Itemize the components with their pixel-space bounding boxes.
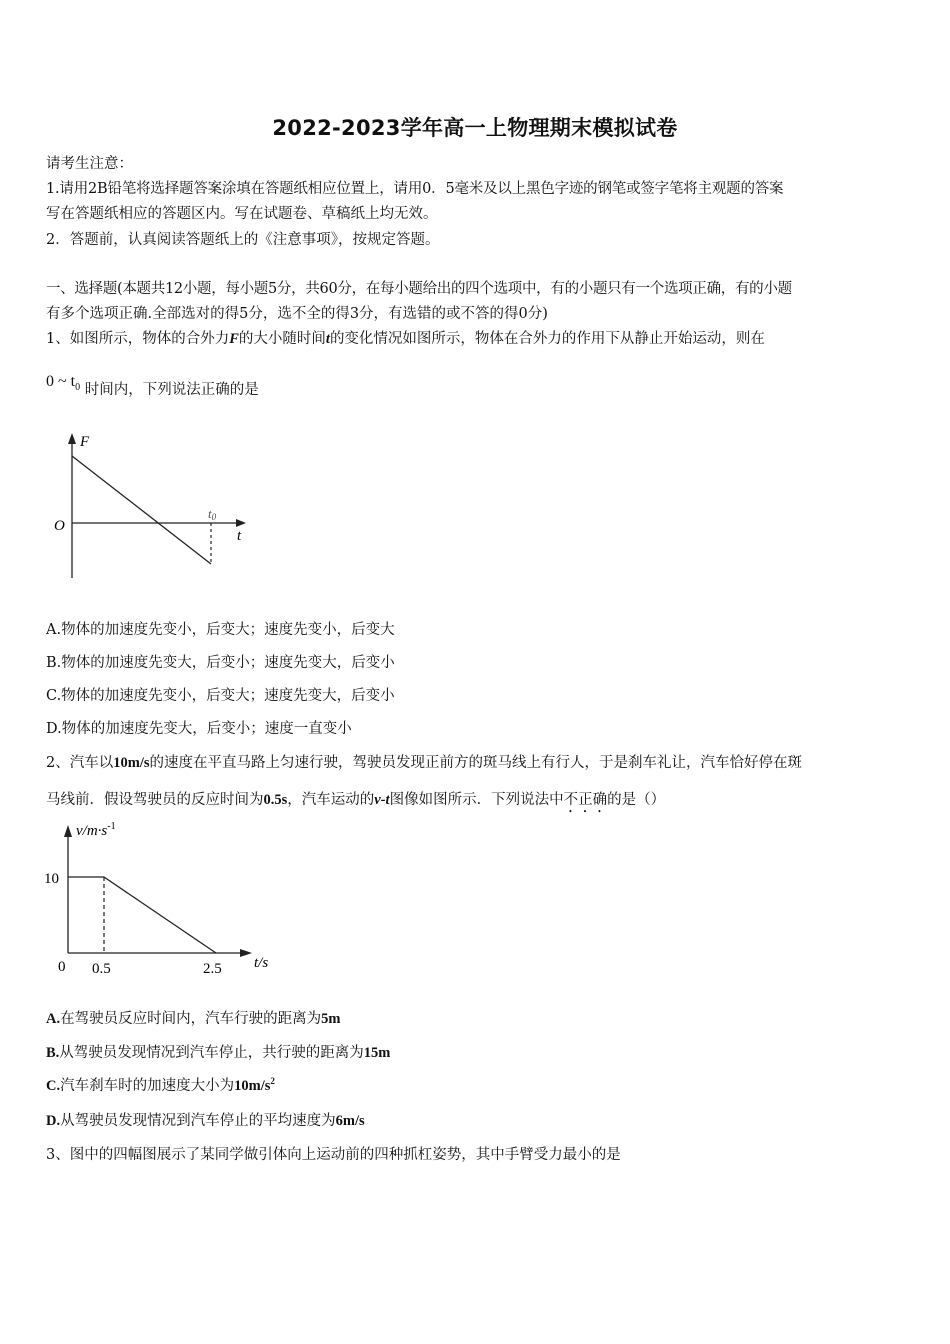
q2-option-d[interactable] <box>46 1109 365 1130</box>
q2-text-2c: ，汽车运动的 <box>287 792 375 808</box>
q1-stem-line2 <box>46 373 259 401</box>
q2-option-d-prefix: D. <box>46 1113 61 1129</box>
notice-heading: 请考生注意： <box>46 156 133 172</box>
q2-origin-label: 0 <box>58 959 66 975</box>
q2-text-2a: 马线前．假设驾驶员的反应时间为 <box>46 792 264 808</box>
q2-option-a-prefix: A. <box>46 1011 61 1027</box>
q2-vt: v-t <box>374 792 390 808</box>
q1-y-arrow <box>68 433 76 444</box>
q1-option-d[interactable]: D.物体的加速度先变大，后变小；速度一直变小 <box>46 721 352 737</box>
q1-origin-label: O <box>54 518 65 534</box>
q2-stem-line2 <box>46 788 665 816</box>
q2-option-d-text: 从驾驶员发现情况到汽车停止的平均速度为 <box>60 1113 336 1129</box>
q2-option-c-value: 10m/s <box>234 1078 271 1094</box>
section1-line2: 有多个选项正确.全部选对的得5分，选不全的得3分，有选错的或不答的得0分) <box>46 306 548 322</box>
q2-y-label: $v/m\cdot s^{-1}$ <box>76 821 116 839</box>
q1-force-line <box>72 456 211 564</box>
notice-item2: 2．答题前，认真阅读答题纸上的《注意事项》，按规定答题。 <box>46 232 440 248</box>
section1-line1: 一、选择题(本题共12小题，每小题5分，共60分，在每小题给出的四个选项中，有的小题只有一个选项正确，有的小题 <box>46 281 792 297</box>
q2-text-2g: 的是（） <box>607 792 666 808</box>
q2-x-tick-2: 2.5 <box>203 961 222 977</box>
page-title: 2022-2023学年高一上物理期末模拟试卷 <box>272 116 678 140</box>
q2-y-arrow <box>64 825 72 837</box>
q1-stem-line2-text: 时间内，下列说法正确的是 <box>84 382 259 398</box>
q1-range <box>46 373 81 394</box>
notice-item1-line2: 写在答题纸相应的答题区内。写在试题卷、草稿纸上均无效。 <box>46 206 438 222</box>
q2-option-c-text: 汽车刹车时的加速度大小为 <box>60 1078 235 1094</box>
q1-var-t: t <box>325 331 330 347</box>
q1-stem-suffix: 的变化情况如图所示，物体在合外力的作用下从静止开始运动，则在 <box>329 331 765 347</box>
q2-y-tick: 10 <box>44 871 59 887</box>
q1-option-a[interactable]: A.物体的加速度先变小，后变大；速度先变小，后变大 <box>46 622 395 638</box>
q1-stem <box>46 327 765 348</box>
q1-option-b[interactable]: B.物体的加速度先变大，后变小；速度先变大，后变小 <box>46 655 395 671</box>
q1-x-arrow <box>236 519 246 527</box>
q2-speed: 10m/s <box>113 755 150 771</box>
q2-option-c[interactable] <box>46 1074 275 1095</box>
notice-item1-line1: 1.请用2B铅笔将选择题答案涂填在答题纸相应位置上，请用0．5毫米及以上黑色字迹的钢笔或签字笔将主观题的答案 <box>46 181 784 197</box>
q3-stem: 3、图中的四幅图展示了某同学做引体向上运动前的四种抓杠姿势，其中手臂受力最小的是 <box>46 1147 621 1163</box>
q2-option-b[interactable] <box>46 1041 390 1062</box>
q2-velocity-graph <box>30 815 290 985</box>
q2-vt-line <box>68 877 216 953</box>
q2-emphasis: 不正确 <box>563 792 608 808</box>
q2-option-b-value: 15m <box>363 1045 391 1061</box>
q2-option-d-value: 6m/s <box>335 1113 365 1129</box>
q1-x-label: t <box>237 528 242 544</box>
q2-stem-line1 <box>46 751 802 772</box>
q1-stem-prefix: 1、如图所示，物体的合外力 <box>46 331 230 347</box>
q2-option-a[interactable] <box>46 1007 340 1028</box>
q1-t0-label: t0 <box>208 506 217 522</box>
q1-var-f: F <box>229 331 239 347</box>
q1-option-c[interactable]: C.物体的加速度先变小，后变大；速度先变大，后变小 <box>46 688 395 704</box>
q1-range-text: 0 ~ t <box>46 373 76 390</box>
q2-text-c: 的速度在平直马路上匀速行驶，驾驶员发现正前方的斑马线上有行人，于是刹车礼让，汽车恰好停在斑 <box>149 755 802 771</box>
q1-range-sub: 0 <box>75 382 81 394</box>
q2-text-a: 2、汽车以 <box>46 755 114 771</box>
q2-x-arrow <box>240 949 252 957</box>
q2-option-b-prefix: B. <box>46 1045 60 1061</box>
q1-force-graph <box>40 428 270 588</box>
q2-text-2e: 图像如图所示．下列说法中 <box>389 792 564 808</box>
q2-option-c-prefix: C. <box>46 1078 61 1094</box>
q2-x-tick-1: 0.5 <box>92 961 111 977</box>
q2-option-a-text: 在驾驶员反应时间内，汽车行驶的距离为 <box>60 1011 322 1027</box>
q2-x-label: t/s <box>254 955 269 971</box>
q2-option-c-sup: 2 <box>270 1076 275 1087</box>
q1-y-label: F <box>80 434 90 450</box>
q2-reaction-time: 0.5s <box>263 792 288 808</box>
q2-option-b-text: 从驾驶员发现情况到汽车停止，共行驶的距离为 <box>59 1045 364 1061</box>
q2-option-a-value: 5m <box>321 1011 341 1027</box>
q1-stem-mid: 的大小随时间 <box>238 331 326 347</box>
